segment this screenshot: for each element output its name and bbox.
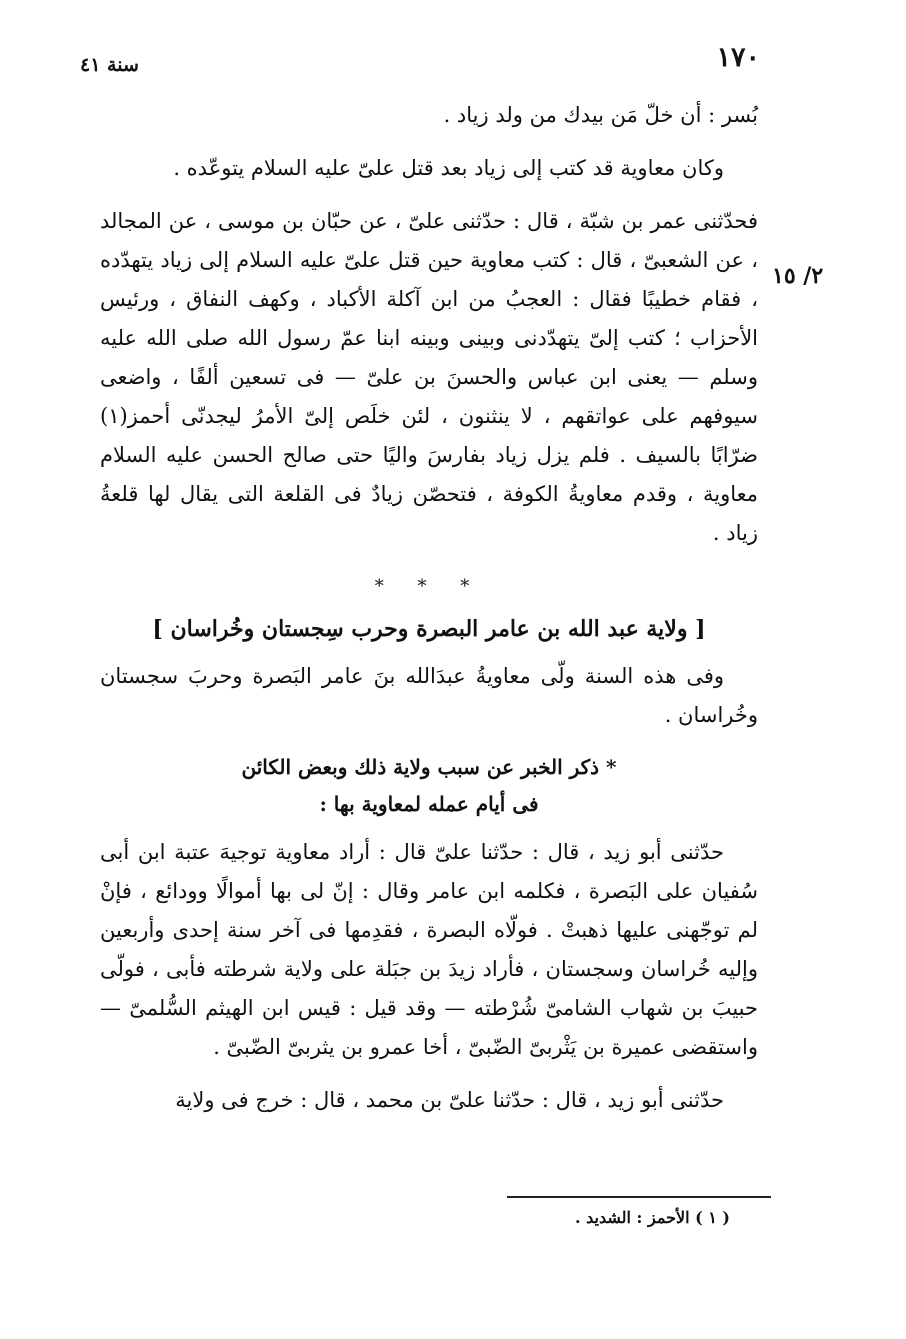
section-separator: * * * — [374, 576, 484, 597]
page-header — [80, 42, 760, 82]
paragraph-busr: بُسر : أن خلّ مَن بيدك من ولد زياد . — [443, 103, 758, 127]
paragraph-appointment: وفى هذه السنة ولّى معاويةُ عبدَالله بنَ عامر البَصرة وحربَ سجستان وخُراسان . — [100, 664, 758, 727]
section-title: [ ولاية عبد الله بن عامر البصرة وحرب سِجستان وخُراسان ] — [152, 616, 706, 642]
main-text — [100, 96, 758, 1134]
paragraph-abu-zayd: حدّثنى أبو زيد ، قال : حدّثنا علىّ قال : أراد معاوية توجيهَ عتبة ابن أبى سُفيان على البَصرة ، فكلمه ابن عامر وقال : إنّ لى بها أموالًا وودائع ، فإنْ لم توجّهنى عليها ذهبتْ . فولّاه البصرة ، فقدِمها فى آخر سنة إحدى وأربعين وإليه خُراسان وسجستان ، فأراد زيدَ بن جبَلة على ولاية شرطته فأبى ، فولّى حبيبَ بن شهاب الشامىّ شُرْطته — وقد قيل : قيس ابن الهيثم السُّلمىّ — واستقضى عميرة بن يَثْربىّ الضّبىّ ، أخا عمرو بن يثربىّ الضّبىّ . — [100, 840, 758, 1059]
sub-heading — [100, 749, 758, 823]
paragraph-last: حدّثنى أبو زيد ، قال : حدّثنا علىّ بن محمد ، قال : خرج فى ولاية — [175, 1088, 724, 1112]
running-head-year: سنة ٤١ — [80, 54, 139, 76]
sub-heading-line-2: فى أيام عمله لمعاوية بها : — [319, 792, 539, 816]
sub-heading-line-1: * ذكر الخبر عن سبب ولاية ذلك وبعض الكائن — [241, 755, 617, 779]
paragraph-ziyad-speech: فحدّثنى عمر بن شبّة ، قال : حدّثنى علىّ ، عن حبّان بن موسى ، عن المجالد ، عن الشعبىّ ، قال : كتب معاوية حين قتل علىّ عليه السلام إلى زياد يتهدّده ، فقام خطيبًا فقال : العجبُ من ابن آكلة الأكباد ، وكهف النفاق ، ورئيس الأحزاب ؛ كتب إلىّ يتهدّدنى وبينى وبينه ابنا عمّ رسول الله صلى الله عليه وسلم — يعنى ابن عباس والحسنَ بن علىّ — فى تسعين ألفًا ، واضعى سيوفهم على عواتقهم ، لا ينثنون ، لئن خلَص إلىّ الأمرُ ليجدنّى أحمز(١) ضرّابًا بالسيف . فلم يزل زياد بفارسَ واليًا حتى صالح الحسن عليه السلام معاوية ، وقدم معاويةُ الكوفة ، فتحصّن زيادٌ فى القلعة التى يقال لها قلعةُ زياد . — [100, 209, 758, 545]
footnote-divider — [507, 1196, 771, 1198]
page-number: ١٧٠ — [716, 42, 760, 73]
footnote: ( ١ ) الأحمز : الشديد . — [574, 1208, 730, 1227]
paragraph-muawiya-threat: وكان معاوية قد كتب إلى زياد بعد قتل علىّ عليه السلام يتوعّده . — [173, 156, 724, 180]
margin-reference: ٢/ ١٥ — [772, 263, 824, 289]
